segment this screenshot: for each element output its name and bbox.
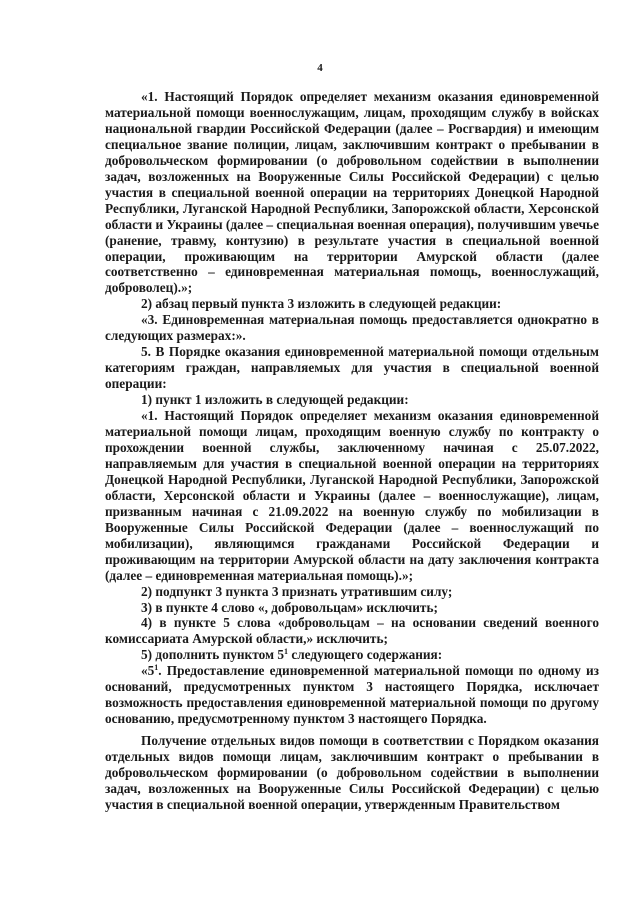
item-5-text: 5) дополнить пунктом 5 [141,647,284,663]
item-5-superscript: 1 [284,647,288,657]
paragraph-point-3-text: «3. Единовременная материальная помощь предоставляется однократно в следующих размерах:». [105,312,599,344]
document-body [105,89,599,813]
paragraph-point-5-1-text [105,663,599,727]
paragraph-point-1-new-text: «1. Настоящий Порядок определяет механизм оказания единовременной материальной помощи лицам, проходящим военную службу по контракту о прохождении военной службы, заключенному начиная с 25.07.2022, направляемым для участия в специальной военной операции на территориях Донецкой Народной Республики, Луганской Народной Республики, Запорожской области, Херсонской области и Украины (далее – военнослужащие), лицам, призванным начиная с 21.09.2022 на военную службу по мобилизации в Вооруженные Силы Российской Федерации (далее – военнослужащий по мобилизации), являющимся гражданами Российской Федерации и проживающим на территории Амурской области на дату заключения контракта (далее – единовременная материальная помощь).»; [105,408,599,583]
page-number: 4 [317,62,323,74]
paragraph-item-3: 3) в пункте 4 слово «, добровольцам» исключить; [141,599,438,615]
paragraph-section-5: 5. В Порядке оказания единовременной материальной помощи отдельным категориям граждан, направляемых для участия в специальной военной операции: [105,344,599,392]
point-5-1-body: . Предоставление единовременной материальной помощи по одному из оснований, предусмотренных пунктом 3 настоящего Порядка, исключает возможность предоставления единовременной материальной помощи по другому основанию, предусмотренному пунктом 3 настоящего Порядка. [105,663,599,727]
paragraph-item-4: 4) в пункте 5 слова «добровольцам – на основании сведений военного комиссариата Амурской области,» исключить; [105,615,599,647]
item-5-tail: следующего содержания: [288,647,443,663]
paragraph-item-5 [105,647,599,663]
paragraph-item-1: 1) пункт 1 изложить в следующей редакции: [141,392,409,408]
point-5-1-superscript: 1 [154,663,159,673]
paragraph-item-2: 2) абзац первый пункта 3 изложить в следующей редакции: [141,296,502,312]
paragraph-final: Получение отдельных видов помощи в соответствии с Порядком оказания отдельных видов помощи лицам, заключившим контракт о пребывании в добровольческом формировании (о добровольном содействии в выполнении задач, возложенных на Вооруженные Силы Российской Федерации) с целью участия в специальной военной операции, утвержденным Правительством [105,733,599,812]
paragraph-point-1-text: «1. Настоящий Порядок определяет механизм оказания единовременной материальной помощи военнослужащим, лицам, проходящим службу в войсках национальной гвардии Российской Федерации (далее – Росгвардия) и имеющим специальное звание полиции, лицам, заключившим контракт о пребывании в добровольческом формировании (о добровольном содействии в выполнении задач, возложенных на Вооруженные Силы Российской Федерации) с целью участия в специальной военной операции на территориях Донецкой Народной Республики, Луганской Народной Республики, Запорожской области, Херсонской области и Украины (далее – специальная военная операция), получившим увечье (ранение, травму, контузию) в результате участия в специальной военной операции, проживающим на территории Амурской области (далее соответственно – единовременная материальная помощь, военнослужащий, доброволец).»; [105,89,599,296]
paragraph-item-2-subpoint: 2) подпункт 3 пункта 3 признать утратившим силу; [141,583,453,599]
point-5-1-start: «5 [141,663,155,679]
